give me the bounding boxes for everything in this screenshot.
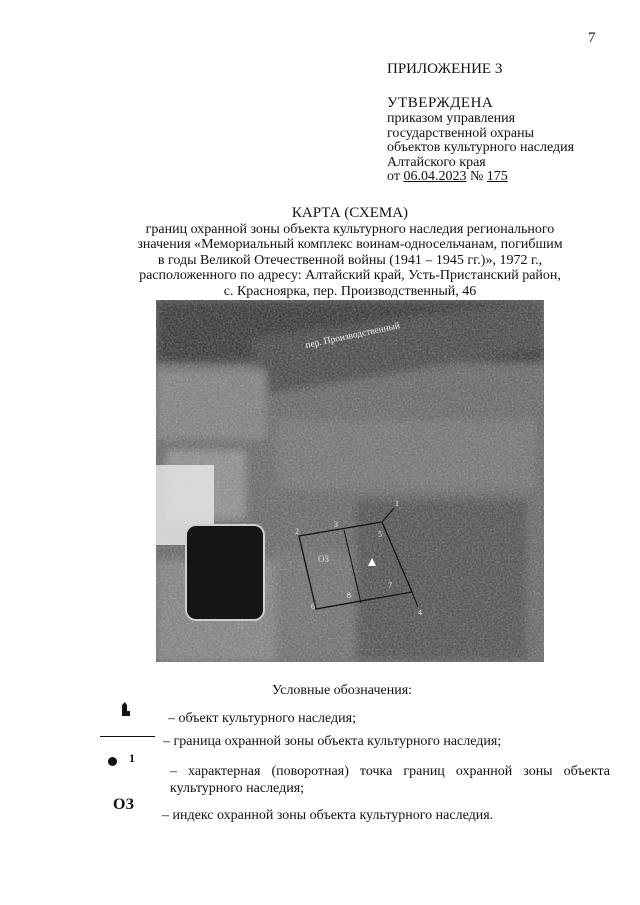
document-title bbox=[100, 206, 600, 299]
map-point-label: 2 bbox=[295, 527, 299, 536]
map-point-label: 6 bbox=[311, 602, 315, 611]
map-svg bbox=[156, 300, 544, 662]
map-point-label: 3 bbox=[334, 520, 338, 529]
title-line: с. Красноярка, пер. Производственный, 46 bbox=[223, 283, 477, 299]
map-point-label: 7 bbox=[388, 581, 392, 590]
map-point-label: 1 bbox=[395, 499, 399, 508]
approval-block bbox=[387, 112, 574, 185]
boundary-line-icon bbox=[100, 736, 155, 737]
title-line: значения «Мемориальный комплекс воинам-односельчанам, погибшим bbox=[137, 237, 563, 252]
date-prefix: от bbox=[387, 169, 404, 184]
appendix-label: ПРИЛОЖЕНИЕ 3 bbox=[387, 61, 503, 77]
title-heading: КАРТА (СХЕМА) bbox=[291, 205, 409, 221]
map-image bbox=[156, 300, 544, 662]
approval-line: приказом управления bbox=[387, 111, 516, 126]
legend-point-text: – характерная (поворотная) точка границ охранной зоны объекта культурного наследия; bbox=[170, 764, 610, 796]
legend-point-number: 1 bbox=[129, 751, 135, 765]
approval-date: 06.04.2023 bbox=[403, 169, 467, 184]
title-line: расположенного по адресу: Алтайский край, Усть-Пристанский район, bbox=[139, 268, 561, 283]
heritage-object-icon bbox=[120, 702, 131, 717]
approval-line: объектов культурного наследия bbox=[387, 140, 575, 155]
map-zone-index: ОЗ bbox=[318, 554, 330, 564]
number-sign: № bbox=[466, 169, 487, 184]
legend-boundary-text: – граница охранной зоны объекта культурного наследия; bbox=[163, 734, 502, 749]
approved-label: УТВЕРЖДЕНА bbox=[387, 95, 494, 111]
point-dot-icon bbox=[108, 757, 117, 766]
approval-line: Алтайского края bbox=[387, 154, 486, 170]
approval-number: 175 bbox=[486, 169, 508, 184]
legend-index-symbol: ОЗ bbox=[113, 796, 134, 813]
map-point-label: 4 bbox=[418, 608, 422, 617]
map-point-label: 5 bbox=[378, 530, 382, 539]
map-point-label: 8 bbox=[347, 591, 351, 600]
title-line: в годы Великой Отечественной войны (1941 – 1945 гг.)», 1972 г., bbox=[157, 252, 543, 268]
page-number: 7 bbox=[588, 30, 596, 46]
building-dark bbox=[186, 525, 264, 620]
title-line: границ охранной зоны объекта культурного наследия регионального bbox=[145, 221, 555, 237]
legend-object-text: – объект культурного наследия; bbox=[168, 711, 356, 726]
approval-line: государственной охраны bbox=[387, 125, 535, 141]
approval-date-line bbox=[387, 170, 574, 185]
legend-title: Условные обозначения: bbox=[272, 683, 413, 698]
legend-index-text: – индекс охранной зоны объекта культурного наследия. bbox=[162, 808, 494, 823]
map-street-label: пер. Производственный bbox=[304, 321, 401, 351]
